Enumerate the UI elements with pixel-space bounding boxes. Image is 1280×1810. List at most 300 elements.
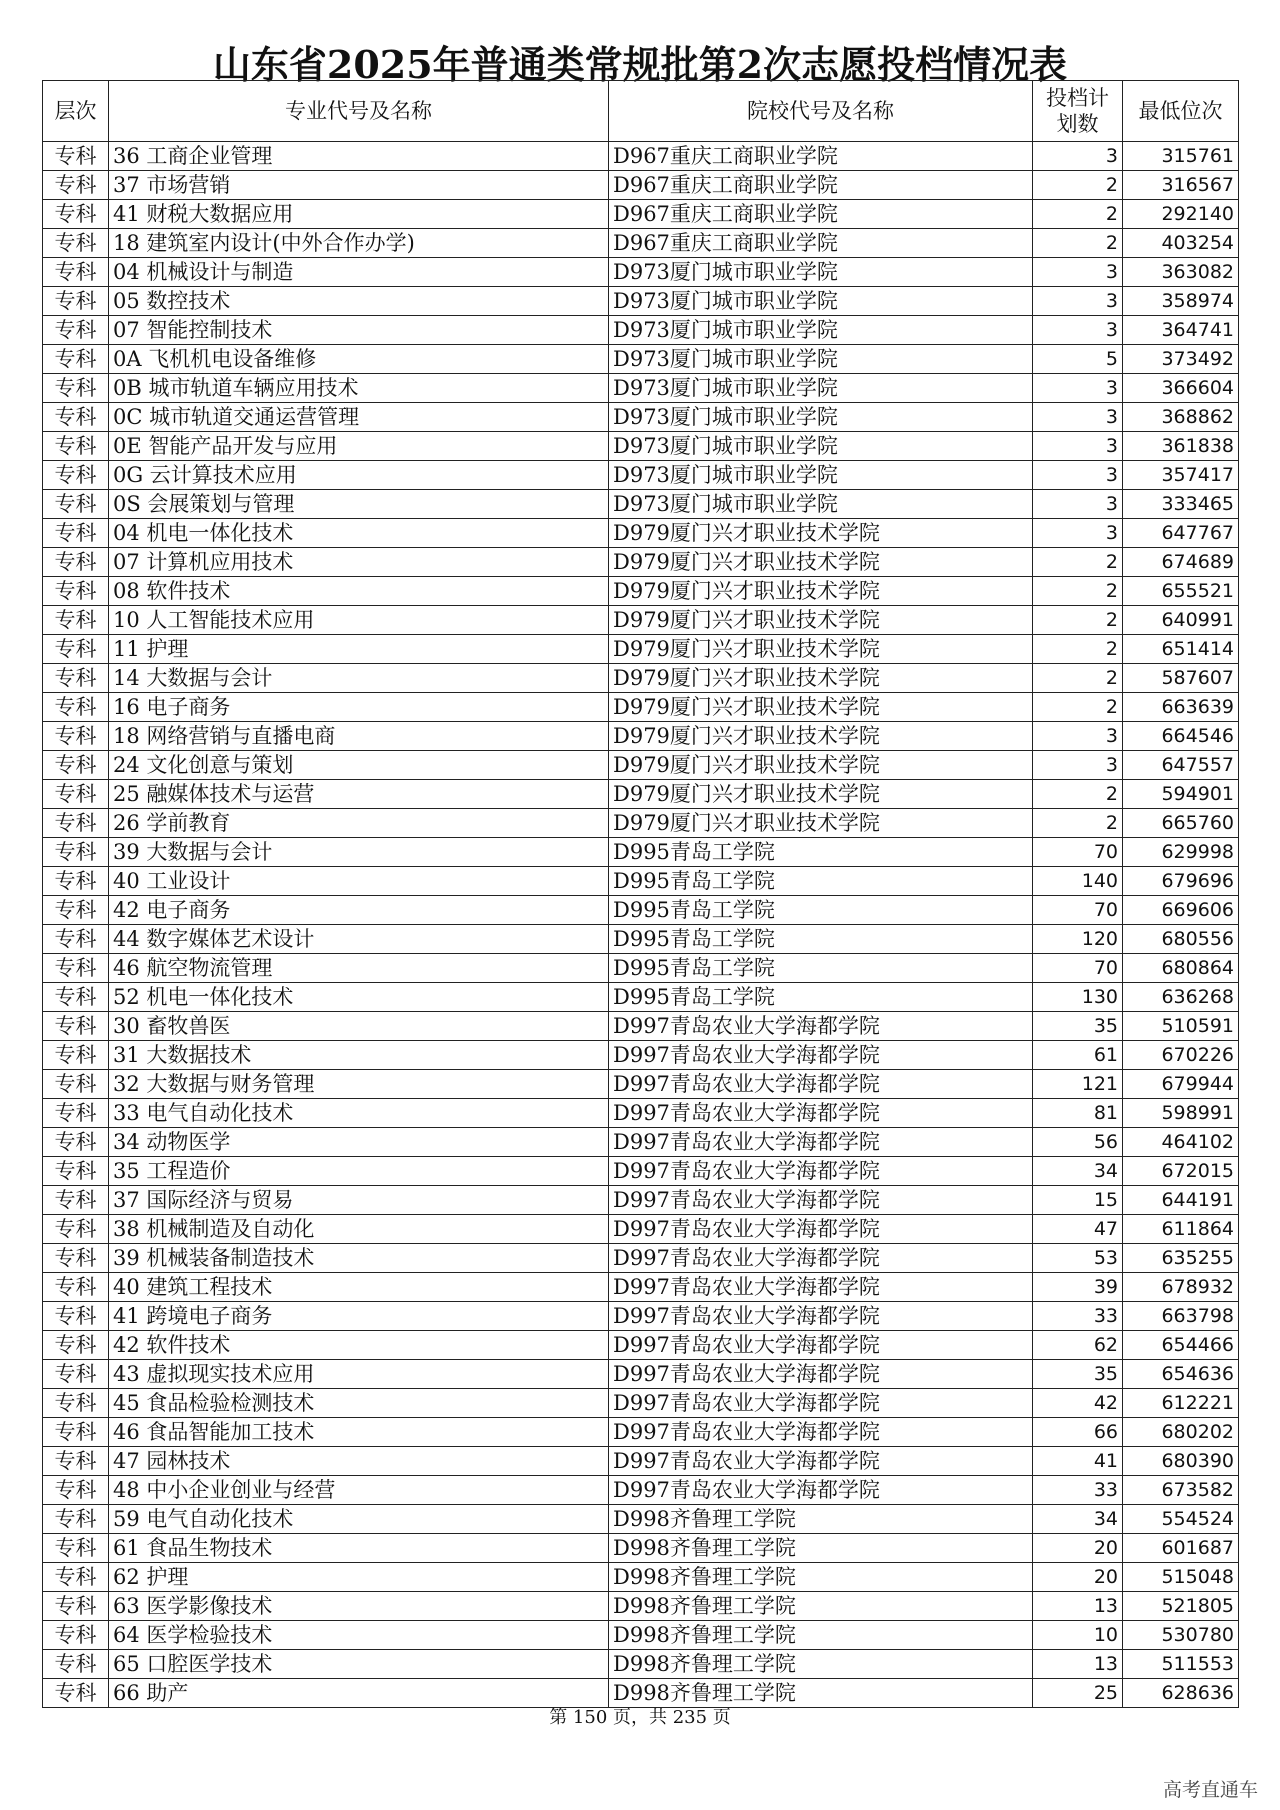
cell-school: D979厦门兴才职业技术学院 [609,606,1033,635]
cell-rank: 361838 [1123,432,1239,461]
cell-rank: 292140 [1123,200,1239,229]
cell-plan: 53 [1033,1244,1123,1273]
table-row [43,287,1239,316]
cell-level: 专科 [43,1157,109,1186]
cell-school: D995青岛工学院 [609,838,1033,867]
cell-school: D997青岛农业大学海都学院 [609,1128,1033,1157]
table-row [43,258,1239,287]
cell-plan: 2 [1033,548,1123,577]
cell-major: 43 虚拟现实技术应用 [109,1360,609,1389]
cell-major: 46 食品智能加工技术 [109,1418,609,1447]
cell-school: D973厦门城市职业学院 [609,403,1033,432]
table-row [43,635,1239,664]
cell-plan: 66 [1033,1418,1123,1447]
cell-level: 专科 [43,258,109,287]
table-row [43,1389,1239,1418]
cell-major: 61 食品生物技术 [109,1534,609,1563]
cell-major: 30 畜牧兽医 [109,1012,609,1041]
cell-level: 专科 [43,345,109,374]
cell-plan: 41 [1033,1447,1123,1476]
cell-plan: 70 [1033,954,1123,983]
table-row [43,1186,1239,1215]
cell-rank: 611864 [1123,1215,1239,1244]
cell-major: 64 医学检验技术 [109,1621,609,1650]
cell-school: D998齐鲁理工学院 [609,1621,1033,1650]
cell-rank: 628636 [1123,1679,1239,1708]
cell-school: D979厦门兴才职业技术学院 [609,548,1033,577]
cell-school: D997青岛农业大学海都学院 [609,1070,1033,1099]
cell-level: 专科 [43,1331,109,1360]
cell-rank: 647767 [1123,519,1239,548]
cell-plan: 3 [1033,403,1123,432]
table-row [43,664,1239,693]
cell-plan: 42 [1033,1389,1123,1418]
cell-rank: 651414 [1123,635,1239,664]
cell-plan: 2 [1033,200,1123,229]
cell-level: 专科 [43,954,109,983]
cell-major: 0C 城市轨道交通运营管理 [109,403,609,432]
table-row [43,1534,1239,1563]
cell-major: 35 工程造价 [109,1157,609,1186]
cell-level: 专科 [43,983,109,1012]
table-row [43,1244,1239,1273]
cell-rank: 680556 [1123,925,1239,954]
cell-rank: 333465 [1123,490,1239,519]
header-rank: 最低位次 [1123,81,1239,142]
cell-school: D997青岛农业大学海都学院 [609,1389,1033,1418]
cell-plan: 3 [1033,490,1123,519]
header-plan-line1: 投档计 [1046,86,1109,110]
cell-major: 45 食品检验检测技术 [109,1389,609,1418]
cell-level: 专科 [43,200,109,229]
cell-plan: 3 [1033,461,1123,490]
cell-level: 专科 [43,1534,109,1563]
cell-rank: 358974 [1123,287,1239,316]
cell-level: 专科 [43,867,109,896]
cell-rank: 678932 [1123,1273,1239,1302]
cell-level: 专科 [43,635,109,664]
cell-rank: 680864 [1123,954,1239,983]
cell-major: 52 机电一体化技术 [109,983,609,1012]
cell-plan: 2 [1033,780,1123,809]
cell-level: 专科 [43,751,109,780]
table-row [43,809,1239,838]
cell-plan: 3 [1033,142,1123,171]
cell-rank: 366604 [1123,374,1239,403]
cell-school: D997青岛农业大学海都学院 [609,1186,1033,1215]
cell-major: 25 融媒体技术与运营 [109,780,609,809]
cell-level: 专科 [43,287,109,316]
cell-major: 66 助产 [109,1679,609,1708]
cell-school: D973厦门城市职业学院 [609,316,1033,345]
cell-major: 44 数字媒体艺术设计 [109,925,609,954]
cell-major: 34 动物医学 [109,1128,609,1157]
cell-school: D979厦门兴才职业技术学院 [609,809,1033,838]
table-row [43,606,1239,635]
cell-plan: 2 [1033,577,1123,606]
cell-school: D967重庆工商职业学院 [609,142,1033,171]
cell-rank: 530780 [1123,1621,1239,1650]
cell-major: 04 机械设计与制造 [109,258,609,287]
table-row [43,1157,1239,1186]
cell-plan: 3 [1033,722,1123,751]
cell-school: D995青岛工学院 [609,896,1033,925]
cell-rank: 669606 [1123,896,1239,925]
cell-level: 专科 [43,838,109,867]
cell-plan: 3 [1033,287,1123,316]
cell-school: D979厦门兴才职业技术学院 [609,693,1033,722]
cell-major: 04 机电一体化技术 [109,519,609,548]
cell-level: 专科 [43,809,109,838]
cell-level: 专科 [43,403,109,432]
cell-rank: 315761 [1123,142,1239,171]
cell-major: 62 护理 [109,1563,609,1592]
cell-level: 专科 [43,1592,109,1621]
cell-school: D997青岛农业大学海都学院 [609,1041,1033,1070]
cell-major: 0B 城市轨道车辆应用技术 [109,374,609,403]
table-row [43,838,1239,867]
cell-level: 专科 [43,1215,109,1244]
cell-plan: 2 [1033,809,1123,838]
cell-plan: 3 [1033,432,1123,461]
table-row [43,983,1239,1012]
cell-level: 专科 [43,490,109,519]
table-row [43,519,1239,548]
cell-level: 专科 [43,606,109,635]
cell-school: D995青岛工学院 [609,867,1033,896]
cell-rank: 598991 [1123,1099,1239,1128]
cell-rank: 364741 [1123,316,1239,345]
cell-rank: 663798 [1123,1302,1239,1331]
cell-school: D995青岛工学院 [609,925,1033,954]
cell-plan: 13 [1033,1650,1123,1679]
cell-level: 专科 [43,142,109,171]
cell-rank: 644191 [1123,1186,1239,1215]
table-row [43,374,1239,403]
table-row [43,1070,1239,1099]
cell-school: D998齐鲁理工学院 [609,1679,1033,1708]
cell-school: D973厦门城市职业学院 [609,374,1033,403]
table-row [43,751,1239,780]
cell-major: 46 航空物流管理 [109,954,609,983]
table-row [43,925,1239,954]
cell-plan: 70 [1033,896,1123,925]
table-row [43,490,1239,519]
cell-major: 11 护理 [109,635,609,664]
cell-major: 10 人工智能技术应用 [109,606,609,635]
table-row [43,1128,1239,1157]
cell-plan: 2 [1033,664,1123,693]
cell-plan: 130 [1033,983,1123,1012]
cell-plan: 47 [1033,1215,1123,1244]
cell-major: 42 电子商务 [109,896,609,925]
cell-plan: 33 [1033,1302,1123,1331]
cell-plan: 39 [1033,1273,1123,1302]
cell-rank: 629998 [1123,838,1239,867]
cell-level: 专科 [43,461,109,490]
cell-rank: 368862 [1123,403,1239,432]
cell-plan: 3 [1033,519,1123,548]
cell-level: 专科 [43,1041,109,1070]
table-row [43,1041,1239,1070]
cell-plan: 3 [1033,316,1123,345]
cell-plan: 3 [1033,751,1123,780]
cell-rank: 515048 [1123,1563,1239,1592]
cell-rank: 464102 [1123,1128,1239,1157]
cell-level: 专科 [43,1070,109,1099]
cell-school: D979厦门兴才职业技术学院 [609,751,1033,780]
table-row [43,548,1239,577]
cell-rank: 511553 [1123,1650,1239,1679]
cell-level: 专科 [43,1273,109,1302]
cell-rank: 554524 [1123,1505,1239,1534]
cell-plan: 35 [1033,1360,1123,1389]
table-row [43,345,1239,374]
cell-rank: 640991 [1123,606,1239,635]
cell-major: 07 智能控制技术 [109,316,609,345]
cell-rank: 635255 [1123,1244,1239,1273]
cell-plan: 20 [1033,1534,1123,1563]
cell-major: 31 大数据技术 [109,1041,609,1070]
cell-plan: 120 [1033,925,1123,954]
cell-rank: 670226 [1123,1041,1239,1070]
cell-plan: 5 [1033,345,1123,374]
cell-rank: 679696 [1123,867,1239,896]
cell-level: 专科 [43,1621,109,1650]
cell-major: 59 电气自动化技术 [109,1505,609,1534]
header-major: 专业代号及名称 [109,81,609,142]
cell-school: D967重庆工商职业学院 [609,229,1033,258]
table-row [43,780,1239,809]
cell-rank: 601687 [1123,1534,1239,1563]
cell-level: 专科 [43,432,109,461]
cell-rank: 594901 [1123,780,1239,809]
cell-rank: 655521 [1123,577,1239,606]
table-row [43,1505,1239,1534]
cell-school: D998齐鲁理工学院 [609,1592,1033,1621]
header-plan [1033,81,1123,142]
cell-school: D967重庆工商职业学院 [609,200,1033,229]
cell-major: 0S 会展策划与管理 [109,490,609,519]
cell-school: D973厦门城市职业学院 [609,461,1033,490]
table-row [43,867,1239,896]
cell-level: 专科 [43,316,109,345]
cell-level: 专科 [43,1389,109,1418]
cell-level: 专科 [43,229,109,258]
cell-major: 08 软件技术 [109,577,609,606]
admission-table [42,80,1239,1708]
cell-rank: 363082 [1123,258,1239,287]
cell-school: D979厦门兴才职业技术学院 [609,722,1033,751]
table-row [43,1215,1239,1244]
cell-plan: 140 [1033,867,1123,896]
cell-major: 40 工业设计 [109,867,609,896]
cell-school: D997青岛农业大学海都学院 [609,1099,1033,1128]
cell-major: 63 医学影像技术 [109,1592,609,1621]
header-level: 层次 [43,81,109,142]
cell-school: D979厦门兴才职业技术学院 [609,780,1033,809]
table-row [43,403,1239,432]
cell-plan: 2 [1033,171,1123,200]
cell-school: D998齐鲁理工学院 [609,1534,1033,1563]
cell-school: D997青岛农业大学海都学院 [609,1273,1033,1302]
table-row [43,229,1239,258]
cell-major: 65 口腔医学技术 [109,1650,609,1679]
cell-major: 39 机械装备制造技术 [109,1244,609,1273]
cell-plan: 25 [1033,1679,1123,1708]
cell-school: D997青岛农业大学海都学院 [609,1244,1033,1273]
table-row [43,142,1239,171]
cell-major: 14 大数据与会计 [109,664,609,693]
cell-major: 36 工商企业管理 [109,142,609,171]
table-row [43,722,1239,751]
cell-level: 专科 [43,1447,109,1476]
cell-school: D979厦门兴才职业技术学院 [609,664,1033,693]
cell-level: 专科 [43,1244,109,1273]
table-row [43,1621,1239,1650]
cell-school: D997青岛农业大学海都学院 [609,1157,1033,1186]
cell-level: 专科 [43,171,109,200]
cell-school: D997青岛农业大学海都学院 [609,1215,1033,1244]
cell-rank: 636268 [1123,983,1239,1012]
table-row [43,1447,1239,1476]
cell-plan: 34 [1033,1505,1123,1534]
cell-major: 41 财税大数据应用 [109,200,609,229]
cell-plan: 81 [1033,1099,1123,1128]
table-row [43,461,1239,490]
cell-school: D979厦门兴才职业技术学院 [609,519,1033,548]
cell-major: 0G 云计算技术应用 [109,461,609,490]
cell-level: 专科 [43,1186,109,1215]
cell-rank: 373492 [1123,345,1239,374]
cell-rank: 316567 [1123,171,1239,200]
table-row [43,954,1239,983]
cell-level: 专科 [43,577,109,606]
cell-rank: 612221 [1123,1389,1239,1418]
cell-plan: 56 [1033,1128,1123,1157]
cell-level: 专科 [43,1099,109,1128]
cell-plan: 121 [1033,1070,1123,1099]
table-row [43,1302,1239,1331]
cell-plan: 61 [1033,1041,1123,1070]
cell-school: D973厦门城市职业学院 [609,490,1033,519]
cell-level: 专科 [43,1302,109,1331]
cell-major: 0E 智能产品开发与应用 [109,432,609,461]
cell-school: D998齐鲁理工学院 [609,1650,1033,1679]
cell-school: D997青岛农业大学海都学院 [609,1302,1033,1331]
cell-plan: 2 [1033,693,1123,722]
cell-major: 47 园林技术 [109,1447,609,1476]
cell-rank: 665760 [1123,809,1239,838]
cell-rank: 679944 [1123,1070,1239,1099]
cell-level: 专科 [43,693,109,722]
watermark: 高考直通车 [1162,1779,1258,1801]
cell-plan: 62 [1033,1331,1123,1360]
cell-major: 07 计算机应用技术 [109,548,609,577]
cell-rank: 587607 [1123,664,1239,693]
cell-plan: 35 [1033,1012,1123,1041]
cell-school: D973厦门城市职业学院 [609,287,1033,316]
cell-school: D973厦门城市职业学院 [609,258,1033,287]
cell-plan: 20 [1033,1563,1123,1592]
table-row [43,432,1239,461]
table-row [43,1476,1239,1505]
cell-rank: 663639 [1123,693,1239,722]
cell-major: 18 网络营销与直播电商 [109,722,609,751]
cell-major: 42 软件技术 [109,1331,609,1360]
cell-rank: 672015 [1123,1157,1239,1186]
table-row [43,316,1239,345]
cell-plan: 70 [1033,838,1123,867]
table-row [43,896,1239,925]
cell-major: 39 大数据与会计 [109,838,609,867]
cell-major: 26 学前教育 [109,809,609,838]
cell-school: D997青岛农业大学海都学院 [609,1360,1033,1389]
cell-level: 专科 [43,896,109,925]
cell-major: 48 中小企业创业与经营 [109,1476,609,1505]
cell-rank: 654466 [1123,1331,1239,1360]
cell-school: D979厦门兴才职业技术学院 [609,577,1033,606]
cell-major: 05 数控技术 [109,287,609,316]
cell-level: 专科 [43,1650,109,1679]
cell-school: D998齐鲁理工学院 [609,1505,1033,1534]
cell-plan: 33 [1033,1476,1123,1505]
cell-rank: 357417 [1123,461,1239,490]
cell-level: 专科 [43,1012,109,1041]
table-row [43,171,1239,200]
table-body [43,142,1239,1708]
cell-level: 专科 [43,1476,109,1505]
cell-school: D997青岛农业大学海都学院 [609,1331,1033,1360]
cell-major: 16 电子商务 [109,693,609,722]
cell-major: 40 建筑工程技术 [109,1273,609,1302]
cell-major: 0A 飞机机电设备维修 [109,345,609,374]
cell-school: D967重庆工商职业学院 [609,171,1033,200]
cell-school: D998齐鲁理工学院 [609,1563,1033,1592]
cell-level: 专科 [43,664,109,693]
cell-plan: 3 [1033,374,1123,403]
cell-school: D995青岛工学院 [609,954,1033,983]
cell-major: 32 大数据与财务管理 [109,1070,609,1099]
cell-school: D997青岛农业大学海都学院 [609,1012,1033,1041]
cell-rank: 680202 [1123,1418,1239,1447]
table-row [43,1650,1239,1679]
table-row [43,693,1239,722]
cell-major: 33 电气自动化技术 [109,1099,609,1128]
cell-school: D997青岛农业大学海都学院 [609,1447,1033,1476]
cell-rank: 521805 [1123,1592,1239,1621]
cell-rank: 510591 [1123,1012,1239,1041]
cell-rank: 674689 [1123,548,1239,577]
cell-level: 专科 [43,780,109,809]
cell-level: 专科 [43,374,109,403]
header-school: 院校代号及名称 [609,81,1033,142]
cell-school: D997青岛农业大学海都学院 [609,1476,1033,1505]
cell-rank: 647557 [1123,751,1239,780]
cell-school: D973厦门城市职业学院 [609,432,1033,461]
cell-level: 专科 [43,519,109,548]
cell-level: 专科 [43,1360,109,1389]
cell-major: 24 文化创意与策划 [109,751,609,780]
cell-plan: 2 [1033,606,1123,635]
cell-level: 专科 [43,722,109,751]
cell-level: 专科 [43,1418,109,1447]
cell-plan: 13 [1033,1592,1123,1621]
cell-rank: 680390 [1123,1447,1239,1476]
cell-rank: 654636 [1123,1360,1239,1389]
header-plan-line2: 划数 [1056,112,1099,136]
table-row [43,1331,1239,1360]
